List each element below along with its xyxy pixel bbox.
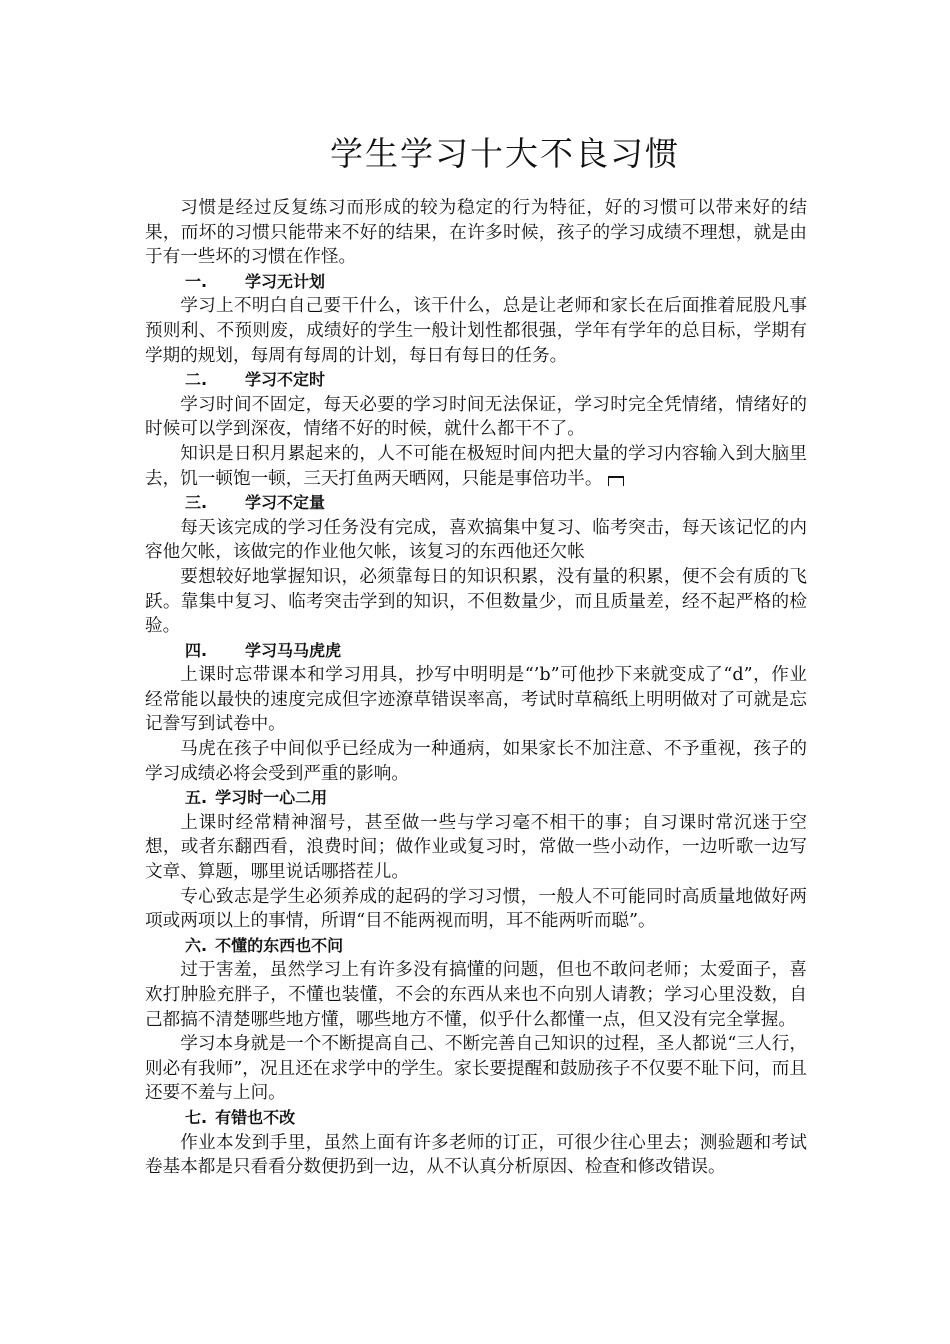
section-number: 四.	[185, 640, 208, 660]
section-heading-4	[145, 639, 807, 664]
section-paragraph: 过于害羞，虽然学习上有许多没有搞懂的问题，但也不敢问老师；太爱面子，喜欢打肿脸充胖子，不懂也装懂，不会的东西从来也不向别人请教；学习心里没数，自己都搞不清楚哪些地方懂，哪些地方不懂，似乎什么都懂一点，但又没有完全掌握。	[145, 960, 807, 1030]
section-paragraph	[145, 442, 807, 491]
section-title: 学习时一心二用	[215, 788, 328, 808]
section-title: 学习马马虎虎	[245, 640, 342, 660]
section-title: 学习无计划	[245, 271, 326, 291]
section-number: 六.	[185, 935, 208, 955]
section-heading-7	[145, 1106, 807, 1131]
section-paragraph: 上课时经常精神溜号，甚至做一些与学习毫不相干的事；自习课时常沉迷于空想，或者东翻西看，浪费时间；做作业或复习时，常做一些小动作，一边听歌一边写文章、算题，哪里说话哪搭茬儿。	[145, 812, 807, 883]
intro-paragraph: 习惯是经过反复练习而形成的较为稳定的行为特征，好的习惯可以带来好的结果，而坏的习惯只能带来不好的结果，在许多时候，孩子的学习成绩不理想，就是由于有一些坏的习惯在作怪。	[145, 198, 807, 268]
section-paragraph: 学习本身就是一个不断提高自己、不断完善自己知识的过程，圣人都说“三人行，则必有我师”，况且还在求学中的学生。家长要提醒和鼓励孩子不仅要不耻下问，而且还要不羞与上问。	[145, 1034, 807, 1104]
section-heading-3	[145, 491, 807, 516]
section-number: 二.	[185, 370, 208, 390]
section-paragraph: 上课时忘带课本和学习用具，抄写中明明是“’b”可他抄下来就变成了“d”，作业经常能以最快的速度完成但字迹潦草错误率高，考试时草稿纸上明明做对了可就是忘记誊写到试卷中。	[145, 665, 807, 735]
section-heading-1	[145, 270, 807, 295]
section-title: 学习不定时	[245, 370, 326, 390]
bracket-mark-icon	[608, 476, 624, 486]
section-heading-2	[145, 368, 807, 393]
section-paragraph: 马虎在孩子中间似乎已经成为一种通病，如果家长不加注意、不予重视，孩子的学习成绩必将会受到严重的影响。	[145, 739, 807, 784]
section-paragraph-text: 知识是日积月累起来的，人不可能在极短时间内把大量的学习内容输入到大脑里去，饥一顿饱一顿，三天打鱼两天晒网，只能是事倍功半。	[145, 443, 807, 489]
section-heading-5	[145, 786, 807, 811]
section-paragraph: 作业本发到手里，虽然上面有许多老师的订正，可很少往心里去；测验题和考试卷基本都是只看看分数便扔到一边，从不认真分析原因、检查和修改错误。	[145, 1132, 807, 1178]
section-number: 七.	[185, 1107, 208, 1127]
section-paragraph: 每天该完成的学习任务没有完成，喜欢搞集中复习、临考突击，每天该记忆的内容他欠帐，该做完的作业他欠帐，该复习的东西他还欠帐	[145, 517, 807, 563]
section-paragraph: 学习上不明白自己要干什么，该干什么，总是让老师和家长在后面推着屁股凡事预则利、不预则废，成绩好的学生一般计划性都很强，学年有学年的总目标，学期有学期的规划，每周有每周的计划，每日有每日的任务。	[145, 296, 807, 366]
section-title: 学习不定量	[245, 493, 326, 513]
section-paragraph: 要想较好地掌握知识，必须靠每日的知识积累，没有量的积累，便不会有质的飞跃。靠集中复习、临考突击学到的知识，不但数量少，而且质量差，经不起严格的检验。	[145, 566, 807, 637]
document-body	[145, 196, 807, 1180]
section-heading-6	[145, 934, 807, 959]
page-title: 学生学习十大不良习惯	[330, 134, 680, 173]
section-paragraph: 专心致志是学生必须养成的起码的学习习惯，一般人不可能同时高质量地做好两项或两项以上的事情，所谓“目不能两视而明，耳不能两听而聪”。	[145, 886, 807, 932]
section-title: 有错也不改	[215, 1107, 296, 1127]
section-number: 五.	[185, 788, 208, 808]
section-number: 三.	[185, 493, 208, 513]
section-title: 不懂的东西也不问	[215, 935, 344, 955]
section-number: 一.	[185, 271, 208, 291]
section-paragraph: 学习时间不固定，每天必要的学习时间无法保证，学习时完全凭情绪，情绪好的时候可以学到深夜，情绪不好的时候，就什么都干不了。	[145, 394, 807, 440]
